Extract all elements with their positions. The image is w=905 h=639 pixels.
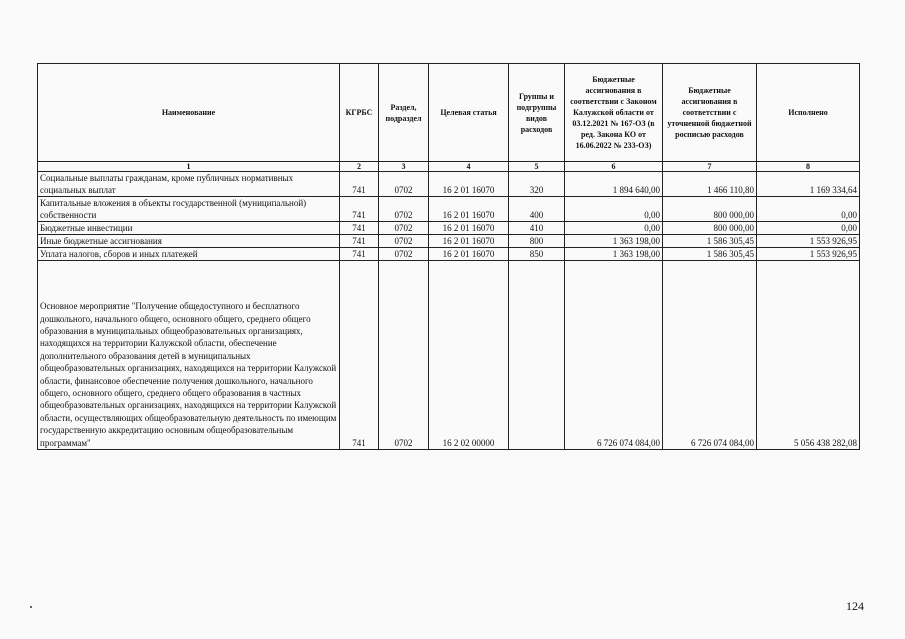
column-number: 6 bbox=[565, 162, 663, 172]
row-name: Иные бюджетные ассигнования bbox=[38, 235, 340, 248]
row-law-amount: 1 363 198,00 bbox=[565, 248, 663, 261]
row-kgrbs: 741 bbox=[340, 261, 379, 450]
scan-speck bbox=[30, 606, 32, 608]
row-target: 16 2 02 00000 bbox=[429, 261, 509, 450]
column-number: 8 bbox=[757, 162, 860, 172]
header-name: Наименование bbox=[38, 64, 340, 162]
header-row bbox=[38, 64, 860, 162]
row-section: 0702 bbox=[379, 172, 429, 197]
row-kgrbs: 741 bbox=[340, 235, 379, 248]
row-plan-amount: 1 586 305,45 bbox=[663, 235, 757, 248]
row-law-amount: 0,00 bbox=[565, 222, 663, 235]
row-law-amount: 6 726 074 084,00 bbox=[565, 261, 663, 450]
row-kgrbs: 741 bbox=[340, 248, 379, 261]
header-kgrbs: КГРБС bbox=[340, 64, 379, 162]
row-target: 16 2 01 16070 bbox=[429, 172, 509, 197]
table-row bbox=[38, 261, 860, 450]
row-name: Бюджетные инвестиции bbox=[38, 222, 340, 235]
table-row bbox=[38, 248, 860, 261]
row-kgrbs: 741 bbox=[340, 197, 379, 222]
row-target: 16 2 01 16070 bbox=[429, 248, 509, 261]
row-group: 410 bbox=[509, 222, 565, 235]
row-law-amount: 1 894 640,00 bbox=[565, 172, 663, 197]
row-law-amount: 1 363 198,00 bbox=[565, 235, 663, 248]
row-executed-amount: 1 553 926,95 bbox=[757, 235, 860, 248]
row-section: 0702 bbox=[379, 222, 429, 235]
table-row bbox=[38, 235, 860, 248]
row-executed-amount: 1 169 334,64 bbox=[757, 172, 860, 197]
budget-table bbox=[37, 63, 860, 450]
row-name: Социальные выплаты гражданам, кроме публичных нормативных социальных выплат bbox=[38, 172, 340, 197]
header-expense-group: Группы и подгруппы видов расходов bbox=[509, 64, 565, 162]
row-group bbox=[509, 261, 565, 450]
row-name: Уплата налогов, сборов и иных платежей bbox=[38, 248, 340, 261]
column-number: 3 bbox=[379, 162, 429, 172]
row-kgrbs: 741 bbox=[340, 172, 379, 197]
table-row bbox=[38, 172, 860, 197]
row-plan-amount: 6 726 074 084,00 bbox=[663, 261, 757, 450]
column-number: 5 bbox=[509, 162, 565, 172]
header-target: Целевая статья bbox=[429, 64, 509, 162]
row-plan-amount: 800 000,00 bbox=[663, 222, 757, 235]
column-number: 2 bbox=[340, 162, 379, 172]
row-target: 16 2 01 16070 bbox=[429, 235, 509, 248]
row-target: 16 2 01 16070 bbox=[429, 222, 509, 235]
row-group: 800 bbox=[509, 235, 565, 248]
row-section: 0702 bbox=[379, 261, 429, 450]
header-executed: Исполнено bbox=[757, 64, 860, 162]
row-law-amount: 0,00 bbox=[565, 197, 663, 222]
column-number: 7 bbox=[663, 162, 757, 172]
table-row bbox=[38, 222, 860, 235]
column-number: 1 bbox=[38, 162, 340, 172]
row-executed-amount: 5 056 438 282,08 bbox=[757, 261, 860, 450]
table-row bbox=[38, 197, 860, 222]
column-number-row bbox=[38, 162, 860, 172]
row-plan-amount: 1 466 110,80 bbox=[663, 172, 757, 197]
row-section: 0702 bbox=[379, 197, 429, 222]
row-section: 0702 bbox=[379, 235, 429, 248]
header-section: Раздел, подраздел bbox=[379, 64, 429, 162]
row-executed-amount: 0,00 bbox=[757, 197, 860, 222]
row-executed-amount: 0,00 bbox=[757, 222, 860, 235]
row-target: 16 2 01 16070 bbox=[429, 197, 509, 222]
row-name: Капитальные вложения в объекты государственной (муниципальной) собственности bbox=[38, 197, 340, 222]
row-section: 0702 bbox=[379, 248, 429, 261]
row-group: 400 bbox=[509, 197, 565, 222]
row-name: Основное мероприятие "Получение общедоступного и бесплатного дошкольного, начального общего, основного общего, среднего общего образования в муниципальных общеобразовательных организациях, находящихся на территории Калужской области, обеспечение дополнительного образования детей в муниципальных общеобразовательных организациях, находящихся на территории Калужской области, финансовое обеспечение получения дошкольного, начального общего, основного общего, среднего общего образования в частных общеобразовательных организациях, находящихся на территории Калужской области, осуществляющих общеобразовательную деятельность по имеющим государственную аккредитацию основным общеобразовательным программам" bbox=[38, 261, 340, 450]
row-kgrbs: 741 bbox=[340, 222, 379, 235]
page-number: 124 bbox=[846, 599, 864, 613]
row-executed-amount: 1 553 926,95 bbox=[757, 248, 860, 261]
row-plan-amount: 800 000,00 bbox=[663, 197, 757, 222]
header-plan-allocation: Бюджетные ассигнования в соответствии с уточненной бюджетной росписью расходов bbox=[663, 64, 757, 162]
column-number: 4 bbox=[429, 162, 509, 172]
header-law-allocation: Бюджетные ассигнования в соответствии с Законом Калужской области от 03.12.2021 № 167-ОЗ (в ред. Закона КО от 16.06.2022 № 233-ОЗ) bbox=[565, 64, 663, 162]
row-group: 320 bbox=[509, 172, 565, 197]
row-plan-amount: 1 586 305,45 bbox=[663, 248, 757, 261]
row-group: 850 bbox=[509, 248, 565, 261]
